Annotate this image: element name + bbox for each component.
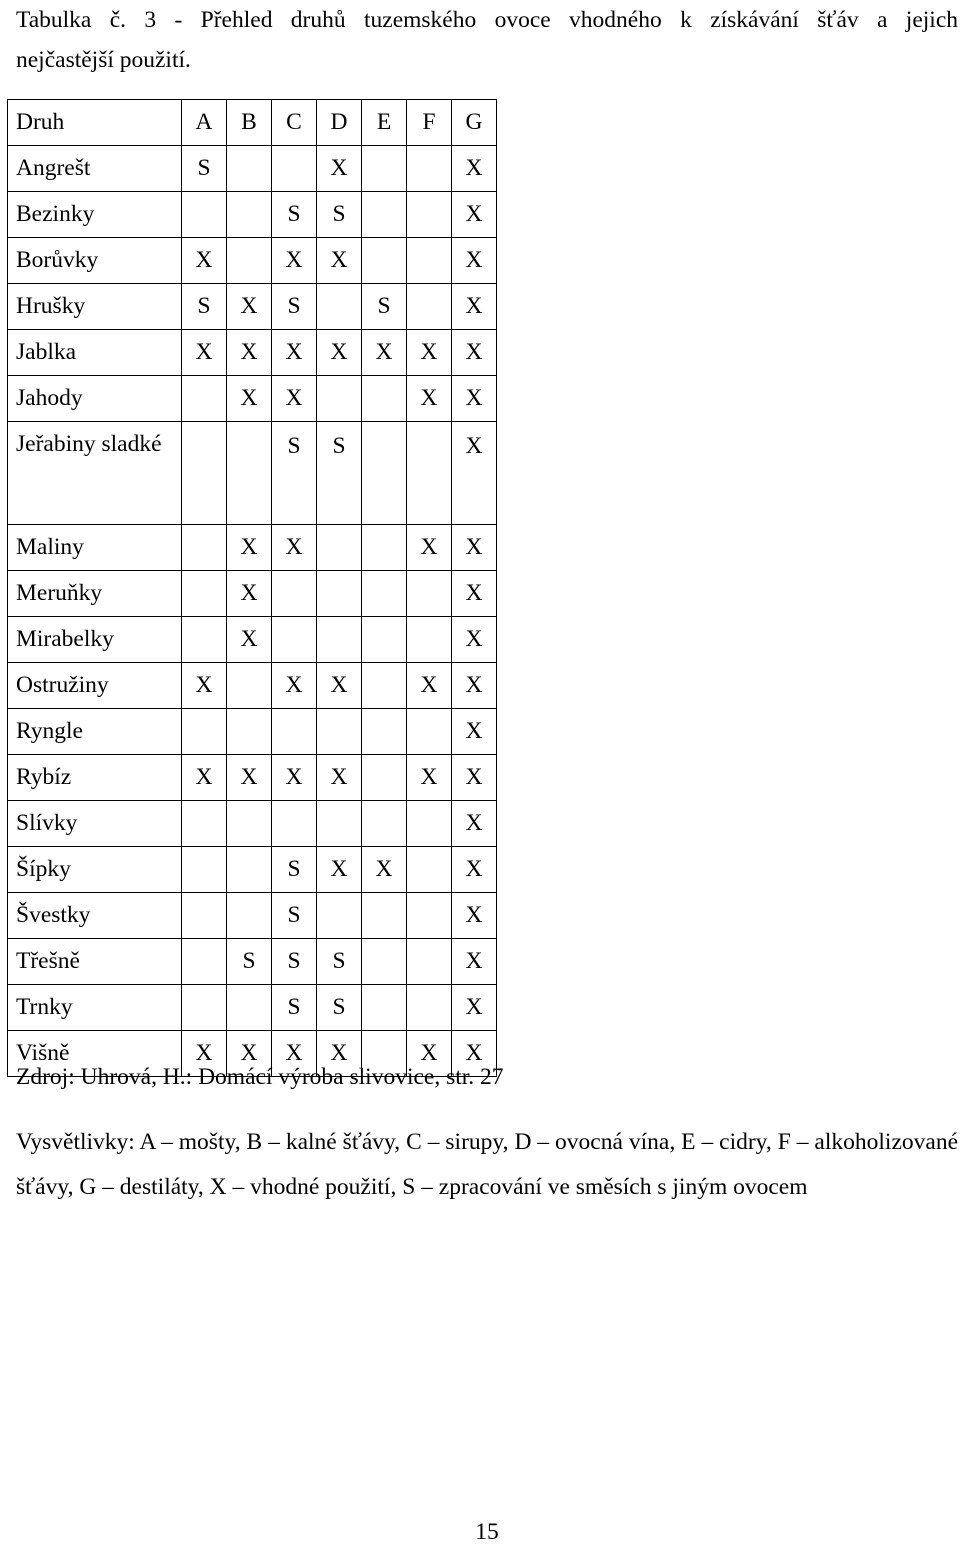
table-row (8, 755, 497, 801)
table-row (8, 801, 497, 847)
usage-cell: X (452, 146, 497, 192)
fruit-name-cell: Višně (8, 1031, 182, 1077)
header-cell-druh: Druh (8, 100, 182, 146)
usage-cell: X (182, 1031, 227, 1077)
usage-cell: X (452, 284, 497, 330)
usage-cell: X (272, 663, 317, 709)
table-row (8, 422, 497, 525)
usage-cell: X (317, 847, 362, 893)
usage-cell: X (452, 709, 497, 755)
usage-cell (362, 709, 407, 755)
usage-cell: X (227, 376, 272, 422)
usage-cell (407, 192, 452, 238)
fruit-name-cell: Maliny (8, 525, 182, 571)
usage-cell: X (407, 755, 452, 801)
usage-cell (407, 422, 452, 525)
usage-cell (407, 939, 452, 985)
fruit-name-cell: Šípky (8, 847, 182, 893)
usage-cell (227, 192, 272, 238)
usage-cell (317, 284, 362, 330)
table-row (8, 893, 497, 939)
usage-cell: S (362, 284, 407, 330)
fruit-name-cell: Jahody (8, 376, 182, 422)
usage-cell (362, 985, 407, 1031)
usage-cell (407, 709, 452, 755)
usage-cell: X (407, 376, 452, 422)
table-row (8, 525, 497, 571)
fruit-name-cell: Mirabelky (8, 617, 182, 663)
table-caption-line-2: nejčastější použití. (16, 47, 191, 73)
usage-cell: X (317, 1031, 362, 1077)
usage-cell (227, 893, 272, 939)
table-row (8, 284, 497, 330)
usage-cell: X (452, 663, 497, 709)
fruit-name-cell: Třešně (8, 939, 182, 985)
usage-cell: X (317, 755, 362, 801)
usage-cell: X (227, 525, 272, 571)
usage-cell: X (452, 376, 497, 422)
usage-cell (407, 847, 452, 893)
page-number: 15 (475, 1519, 499, 1545)
usage-cell (272, 801, 317, 847)
usage-cell (182, 376, 227, 422)
usage-cell (407, 146, 452, 192)
usage-cell: X (452, 939, 497, 985)
usage-cell (182, 571, 227, 617)
usage-cell (362, 663, 407, 709)
fruit-name-cell: Bezinky (8, 192, 182, 238)
usage-cell (362, 571, 407, 617)
usage-cell (407, 617, 452, 663)
usage-cell: X (452, 238, 497, 284)
usage-cell (362, 146, 407, 192)
usage-cell (317, 376, 362, 422)
usage-cell (182, 847, 227, 893)
usage-cell (407, 238, 452, 284)
usage-cell: S (272, 985, 317, 1031)
legend-explanation: Vysvětlivky: A – mošty, B – kalné šťávy, C – sirupy, D – ovocná vína, E – cidry, F – alkoholizované šťávy, G – destiláty, X – vhodné použití, S – zpracování ve směsích s jiným ovocem (16, 1129, 958, 1200)
usage-cell: X (317, 146, 362, 192)
usage-cell: X (407, 663, 452, 709)
usage-cell (227, 801, 272, 847)
usage-cell (182, 939, 227, 985)
usage-cell: X (452, 192, 497, 238)
fruit-name-cell: Ryngle (8, 709, 182, 755)
usage-cell: X (452, 755, 497, 801)
usage-cell: X (272, 238, 317, 284)
usage-cell: X (452, 422, 497, 525)
usage-cell: X (182, 663, 227, 709)
usage-cell: S (317, 939, 362, 985)
header-cell-d: D (317, 100, 362, 146)
usage-cell: X (407, 525, 452, 571)
usage-cell (227, 985, 272, 1031)
fruit-name-cell: Trnky (8, 985, 182, 1031)
usage-cell: X (452, 571, 497, 617)
usage-cell: X (452, 617, 497, 663)
usage-cell (182, 422, 227, 525)
table-row (8, 985, 497, 1031)
usage-cell: X (362, 847, 407, 893)
fruit-name-cell: Meruňky (8, 571, 182, 617)
fruit-name-cell: Jeřabiny sladké (8, 422, 182, 525)
usage-cell: X (182, 755, 227, 801)
usage-cell (317, 571, 362, 617)
usage-cell: S (182, 146, 227, 192)
usage-cell: S (227, 939, 272, 985)
usage-cell (227, 146, 272, 192)
usage-cell (362, 617, 407, 663)
usage-cell (362, 192, 407, 238)
usage-cell (227, 709, 272, 755)
fruit-name-cell: Jablka (8, 330, 182, 376)
usage-cell (182, 709, 227, 755)
usage-cell: X (407, 330, 452, 376)
header-cell-a: A (182, 100, 227, 146)
usage-cell: S (272, 422, 317, 525)
usage-cell: X (272, 755, 317, 801)
usage-cell: X (227, 1031, 272, 1077)
fruit-name-cell: Borůvky (8, 238, 182, 284)
usage-cell (407, 284, 452, 330)
fruit-name-cell: Angrešt (8, 146, 182, 192)
usage-cell (227, 847, 272, 893)
usage-cell (362, 238, 407, 284)
usage-cell: X (227, 617, 272, 663)
usage-cell (182, 985, 227, 1031)
usage-cell (362, 422, 407, 525)
table-row (8, 192, 497, 238)
usage-cell (182, 617, 227, 663)
table-row (8, 146, 497, 192)
table-row (8, 238, 497, 284)
usage-cell: X (452, 893, 497, 939)
header-cell-g: G (452, 100, 497, 146)
usage-cell: X (407, 1031, 452, 1077)
usage-cell (362, 939, 407, 985)
usage-cell (317, 617, 362, 663)
header-cell-f: F (407, 100, 452, 146)
usage-cell (362, 893, 407, 939)
usage-cell: S (272, 939, 317, 985)
usage-cell (407, 571, 452, 617)
table-header-row (8, 100, 497, 146)
usage-cell: X (452, 801, 497, 847)
fruit-usage-table (7, 99, 497, 1077)
usage-cell: X (317, 238, 362, 284)
fruit-name-cell: Švestky (8, 893, 182, 939)
table-row (8, 571, 497, 617)
usage-cell (182, 893, 227, 939)
usage-cell: X (272, 1031, 317, 1077)
fruit-name-cell: Slívky (8, 801, 182, 847)
usage-cell: X (272, 330, 317, 376)
usage-cell: X (227, 284, 272, 330)
table-row (8, 939, 497, 985)
usage-cell (407, 893, 452, 939)
header-cell-e: E (362, 100, 407, 146)
usage-cell (182, 192, 227, 238)
usage-cell (362, 801, 407, 847)
usage-cell (317, 893, 362, 939)
usage-cell: X (452, 985, 497, 1031)
usage-cell: X (317, 330, 362, 376)
usage-cell (362, 755, 407, 801)
usage-cell: X (452, 1031, 497, 1077)
table-row (8, 709, 497, 755)
usage-cell: X (452, 330, 497, 376)
usage-cell: X (362, 330, 407, 376)
usage-cell (272, 617, 317, 663)
usage-cell: X (227, 755, 272, 801)
fruit-name-cell: Rybíz (8, 755, 182, 801)
table-row (8, 376, 497, 422)
usage-cell (227, 663, 272, 709)
usage-cell: X (317, 663, 362, 709)
usage-cell (317, 525, 362, 571)
usage-cell: X (182, 238, 227, 284)
table-row (8, 847, 497, 893)
usage-cell (272, 146, 317, 192)
usage-cell: X (227, 571, 272, 617)
usage-cell (227, 238, 272, 284)
usage-cell: S (272, 284, 317, 330)
usage-cell (182, 525, 227, 571)
usage-cell (272, 571, 317, 617)
header-cell-b: B (227, 100, 272, 146)
usage-cell: X (272, 525, 317, 571)
usage-cell (182, 801, 227, 847)
usage-cell: S (272, 847, 317, 893)
fruit-name-cell: Ostružiny (8, 663, 182, 709)
usage-cell: S (317, 192, 362, 238)
usage-cell: X (182, 330, 227, 376)
usage-cell: X (452, 525, 497, 571)
usage-cell: X (272, 376, 317, 422)
usage-cell (407, 985, 452, 1031)
table-row (8, 617, 497, 663)
usage-cell (362, 525, 407, 571)
usage-cell (362, 376, 407, 422)
table-caption (16, 0, 958, 80)
source-citation: Zdroj: Uhrová, H.: Domácí výroba slivovice, str. 27 (16, 1064, 504, 1090)
usage-cell (272, 709, 317, 755)
header-cell-c: C (272, 100, 317, 146)
usage-cell (317, 801, 362, 847)
fruit-name-cell: Hrušky (8, 284, 182, 330)
usage-cell (227, 422, 272, 525)
table-row (8, 330, 497, 376)
usage-cell: S (272, 893, 317, 939)
usage-cell (407, 801, 452, 847)
usage-cell: S (272, 192, 317, 238)
usage-cell: S (182, 284, 227, 330)
table-body (8, 146, 497, 1077)
usage-cell: X (452, 847, 497, 893)
usage-cell: S (317, 985, 362, 1031)
table-row (8, 663, 497, 709)
table-caption-line-1: Tabulka č. 3 - Přehled druhů tuzemského ovoce vhodného k získávání šťáv a jejich (16, 7, 958, 33)
usage-cell: X (227, 330, 272, 376)
usage-cell (317, 709, 362, 755)
usage-cell: S (317, 422, 362, 525)
